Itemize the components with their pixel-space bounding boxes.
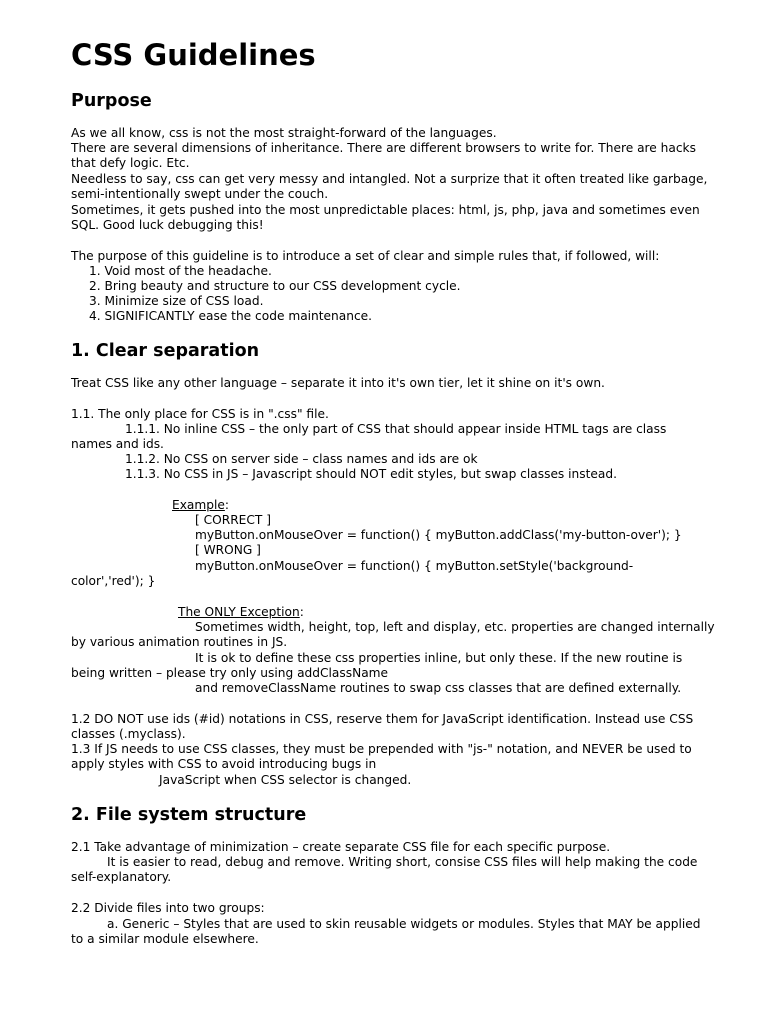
purpose-paragraph-line: that defy logic. Etc. xyxy=(71,156,190,170)
exception-line: Sometimes width, height, top, left and display, etc. properties are changed internally xyxy=(195,620,715,634)
example-wrong-code-continued: color','red'); } xyxy=(71,574,156,588)
rule-2-1-continued: self-explanatory. xyxy=(71,870,172,884)
purpose-list-item: 2. Bring beauty and structure to our CSS development cycle. xyxy=(89,279,461,293)
rule-1-3-continued: apply styles with CSS to avoid introducing bugs in xyxy=(71,757,377,771)
purpose-paragraph-line: SQL. Good luck debugging this! xyxy=(71,218,264,232)
section1-intro: Treat CSS like any other language – separate it into it's own tier, let it shine on it's own. xyxy=(71,376,605,390)
example-wrong-code: myButton.onMouseOver = function() { myButton.setStyle('background- xyxy=(195,559,634,573)
rule-2-2-a-continued: to a similar module elsewhere. xyxy=(71,932,259,946)
purpose-intro: The purpose of this guideline is to introduce a set of clear and simple rules that, if followed, will: xyxy=(71,249,660,263)
rule-1-1-3: 1.1.3. No CSS in JS – Javascript should NOT edit styles, but swap classes instead. xyxy=(125,467,617,481)
rule-2-1: 2.1 Take advantage of minimization – create separate CSS file for each specific purpose. xyxy=(71,840,611,854)
rule-1-1-1-continued: names and ids. xyxy=(71,437,164,451)
section1-heading: 1. Clear separation xyxy=(71,341,260,361)
purpose-paragraph-line: semi-intentionally swept under the couch. xyxy=(71,187,329,201)
rule-2-1-continued: It is easier to read, debug and remove. Writing short, consise CSS files will help making the code xyxy=(107,855,698,869)
section2-heading: 2. File system structure xyxy=(71,805,307,825)
example-label-line xyxy=(172,498,229,513)
purpose-heading: Purpose xyxy=(71,91,152,111)
rule-1-2: 1.2 DO NOT use ids (#id) notations in CSS, reserve them for JavaScript identification. Instead use CSS xyxy=(71,712,694,726)
rule-1-3: 1.3 If JS needs to use CSS classes, they must be prepended with "js-" notation, and NEVER be used to xyxy=(71,742,692,756)
purpose-paragraph-line: There are several dimensions of inheritance. There are different browsers to write for. There are hacks xyxy=(71,141,696,155)
rule-2-2: 2.2 Divide files into two groups: xyxy=(71,901,265,915)
exception-line: and removeClassName routines to swap css classes that are defined externally. xyxy=(195,681,682,695)
exception-line: It is ok to define these css properties inline, but only these. If the new routine is xyxy=(195,651,683,665)
exception-line: by various animation routines in JS. xyxy=(71,635,288,649)
purpose-paragraph-line: Sometimes, it gets pushed into the most unpredictable places: html, js, php, java and sometimes even xyxy=(71,203,700,217)
exception-label-line xyxy=(178,605,304,620)
exception-label: The ONLY Exception xyxy=(178,605,300,619)
page-title: CSS Guidelines xyxy=(71,38,316,72)
example-colon: : xyxy=(224,498,229,512)
purpose-list-item: 1. Void most of the headache. xyxy=(89,264,272,278)
exception-line: being written – please try only using addClassName xyxy=(71,666,389,680)
example-wrong-label: [ WRONG ] xyxy=(195,543,261,557)
purpose-list-item: 4. SIGNIFICANTLY ease the code maintenance. xyxy=(89,309,373,323)
rule-1-2-continued: classes (.myclass). xyxy=(71,727,186,741)
rule-1-1-1: 1.1.1. No inline CSS – the only part of CSS that should appear inside HTML tags are class xyxy=(125,422,667,436)
rule-1-3-continued: JavaScript when CSS selector is changed. xyxy=(159,773,412,787)
example-correct-code: myButton.onMouseOver = function() { myButton.addClass('my-button-over'); } xyxy=(195,528,682,542)
purpose-paragraph-line: As we all know, css is not the most straight-forward of the languages. xyxy=(71,126,497,140)
example-correct-label: [ CORRECT ] xyxy=(195,513,271,527)
rule-1-1: 1.1. The only place for CSS is in ".css" file. xyxy=(71,407,329,421)
exception-colon: : xyxy=(299,605,304,619)
purpose-list-item: 3. Minimize size of CSS load. xyxy=(89,294,264,308)
purpose-paragraph-line: Needless to say, css can get very messy and intangled. Not a surprize that it often treated like garbage, xyxy=(71,172,708,186)
example-label: Example xyxy=(172,498,225,512)
rule-1-1-2: 1.1.2. No CSS on server side – class names and ids are ok xyxy=(125,452,478,466)
rule-2-2-a: a. Generic – Styles that are used to skin reusable widgets or modules. Styles that MAY be applied xyxy=(107,917,701,931)
